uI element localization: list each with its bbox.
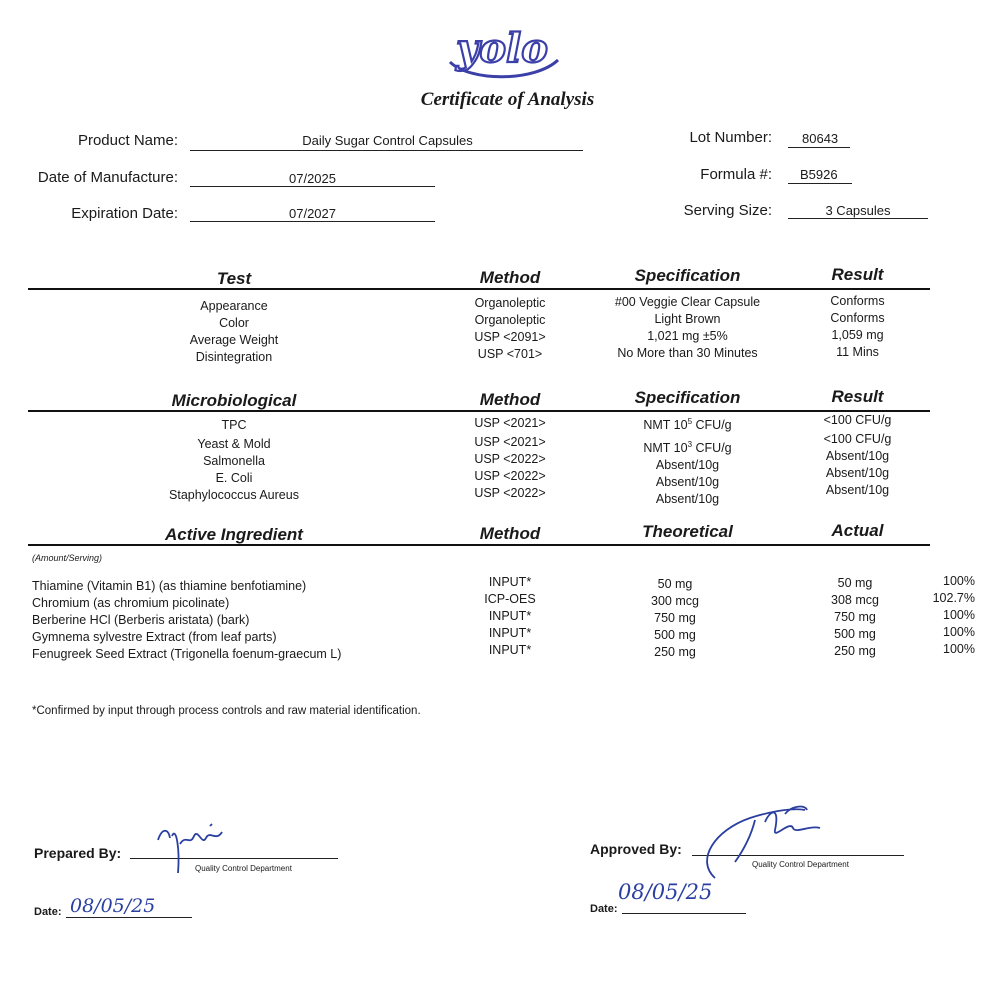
prepared-date: 08/05/25 <box>70 895 156 917</box>
test-name: Average Weight <box>189 333 279 347</box>
micro-spec-column <box>590 413 785 508</box>
micro-spec: Absent/10g <box>655 492 720 507</box>
expiration-date-label: Expiration Date: <box>71 205 178 222</box>
micro-method: USP <2022> <box>474 452 546 466</box>
approved-date-label: Date: <box>590 903 618 915</box>
micro-test-name: Yeast & Mold <box>197 437 271 451</box>
actual-column <box>805 575 905 660</box>
col-header-test: Test <box>216 269 252 288</box>
micro-method-column <box>430 415 590 502</box>
underline <box>190 186 435 187</box>
ingredient-percent: 102.7% <box>932 591 975 605</box>
test-spec: #00 Veggie Clear Capsule <box>614 295 761 309</box>
percent-column <box>905 573 975 658</box>
underline <box>190 150 583 151</box>
ingredient-method: INPUT* <box>488 626 532 640</box>
micro-method: USP <2021> <box>474 416 546 430</box>
ingredient-actual: 250 mg <box>834 644 876 658</box>
micro-result: Absent/10g <box>825 449 890 463</box>
ingredient-percent: 100% <box>943 574 975 588</box>
ingredient-name: Thiamine (Vitamin B1) (as thiamine benfotiamine) <box>32 579 307 593</box>
product-name-value: Daily Sugar Control Capsules <box>302 133 473 148</box>
micro-result-column <box>790 412 925 499</box>
micro-spec: Absent/10g <box>655 458 720 473</box>
col-header-method: Method <box>479 268 541 287</box>
ingredient-theoretical: 750 mg <box>654 611 696 625</box>
ingredient-actual: 750 mg <box>834 610 876 624</box>
svg-text:yolo: yolo <box>456 25 548 72</box>
serving-size-value: 3 Capsules <box>825 203 891 218</box>
date-line <box>66 917 192 918</box>
micro-test-name: TPC <box>221 418 247 432</box>
col-header-actual: Actual <box>831 521 884 540</box>
test-spec: 1,021 mg ±5% <box>647 329 728 343</box>
method-column <box>430 295 590 363</box>
ingredient-name: Berberine HCl (Berberis aristata) (bark) <box>32 613 250 627</box>
ingredient-actual: 500 mg <box>834 627 876 641</box>
test-spec: No More than 30 Minutes <box>617 346 758 360</box>
prepared-signature <box>150 818 240 888</box>
test-method: USP <2091> <box>474 330 546 344</box>
micro-spec: NMT $10^3$ CFU/g <box>643 440 732 456</box>
col-header-theoretical: Theoretical <box>642 522 733 541</box>
micro-spec: NMT $10^5$ CFU/g <box>643 417 732 433</box>
ingredient-method: ICP-OES <box>484 592 536 606</box>
micro-test-name: Salmonella <box>203 454 265 468</box>
document-title: Certificate of Analysis <box>420 89 595 110</box>
test-method: Organoleptic <box>474 296 546 310</box>
manufacture-date-value: 07/2025 <box>289 171 336 186</box>
approved-by-label: Approved By: <box>590 841 682 857</box>
section-rule <box>28 288 930 290</box>
micro-result: Absent/10g <box>825 466 890 480</box>
micro-test-column <box>134 417 334 504</box>
underline <box>788 147 850 148</box>
ingredient-method-column <box>440 574 580 659</box>
col-header-active-ingredient: Active Ingredient <box>165 525 303 544</box>
test-result: 1,059 mg <box>831 328 884 342</box>
ingredient-actual: 308 mcg <box>831 593 879 607</box>
theoretical-column <box>620 576 730 661</box>
micro-result: <100 CFU/g <box>823 413 892 427</box>
lot-number-value: 80643 <box>802 131 839 146</box>
micro-spec: Absent/10g <box>655 475 720 490</box>
ingredient-column <box>32 578 432 663</box>
prepared-by-label: Prepared By: <box>34 845 122 861</box>
ingredient-name: Chromium (as chromium picolinate) <box>32 596 230 610</box>
test-method: USP <701> <box>477 347 543 361</box>
date-line <box>622 913 746 914</box>
col-header-microbiological: Microbiological <box>171 391 297 410</box>
prepared-date-label: Date: <box>34 906 62 918</box>
micro-method: USP <2022> <box>474 486 546 500</box>
product-name-label: Product Name: <box>77 132 178 149</box>
underline <box>788 218 928 219</box>
test-result: Conforms <box>830 294 885 308</box>
formula-value: B5926 <box>800 167 838 182</box>
serving-size-label: Serving Size: <box>683 202 772 219</box>
approved-department: Quality Control Department <box>752 860 849 869</box>
test-name: Appearance <box>200 299 268 313</box>
micro-test-name: Staphylococcus Aureus <box>169 488 299 502</box>
col-header-result: Result <box>831 387 884 406</box>
ingredient-method: INPUT* <box>488 643 532 657</box>
approved-date: 08/05/25 <box>618 880 713 904</box>
spec-column <box>590 294 785 362</box>
section-rule <box>28 544 930 546</box>
ingredient-actual: 50 mg <box>837 576 873 590</box>
formula-label: Formula #: <box>700 166 772 183</box>
ingredient-theoretical: 300 mcg <box>651 594 699 608</box>
ingredient-method: INPUT* <box>488 575 532 589</box>
underline <box>788 183 852 184</box>
micro-test-name: E. Coli <box>215 471 253 485</box>
col-header-method: Method <box>479 524 541 543</box>
ingredient-percent: 100% <box>943 608 975 622</box>
ingredient-percent: 100% <box>943 625 975 639</box>
test-method: Organoleptic <box>474 313 546 327</box>
test-name: Color <box>219 316 249 330</box>
col-header-result: Result <box>831 265 884 284</box>
micro-result: Absent/10g <box>825 483 890 497</box>
ingredient-percent: 100% <box>943 642 975 656</box>
ingredient-theoretical: 50 mg <box>657 577 693 591</box>
micro-method: USP <2022> <box>474 469 546 483</box>
col-header-method: Method <box>479 390 541 409</box>
underline <box>190 221 435 222</box>
test-result: 11 Mins <box>836 345 879 359</box>
amount-serving-note: (Amount/Serving) <box>32 553 103 563</box>
approved-signature <box>695 800 835 885</box>
expiration-date-value: 07/2027 <box>289 206 336 221</box>
ingredient-theoretical: 500 mg <box>654 628 696 642</box>
micro-method: USP <2021> <box>474 435 546 449</box>
manufacture-date-label: Date of Manufacture: <box>37 169 178 186</box>
test-result: Conforms <box>830 311 885 325</box>
prepared-department: Quality Control Department <box>195 864 292 873</box>
brand-logo <box>440 20 565 90</box>
footnote: *Confirmed by input through process controls and raw material identification. <box>32 705 421 717</box>
test-spec: Light Brown <box>654 312 721 326</box>
col-header-specification: Specification <box>634 266 741 285</box>
micro-result: <100 CFU/g <box>823 432 892 446</box>
ingredient-theoretical: 250 mg <box>654 645 696 659</box>
test-column <box>134 298 334 366</box>
col-header-specification: Specification <box>634 388 741 407</box>
ingredient-name: Gymnema sylvestre Extract (from leaf parts) <box>32 630 277 644</box>
ingredient-method: INPUT* <box>488 609 532 623</box>
result-column <box>790 293 925 361</box>
lot-number-label: Lot Number: <box>689 129 772 146</box>
test-name: Disintegration <box>195 350 273 364</box>
ingredient-name: Fenugreek Seed Extract (Trigonella foenum-graecum L) <box>32 647 342 661</box>
